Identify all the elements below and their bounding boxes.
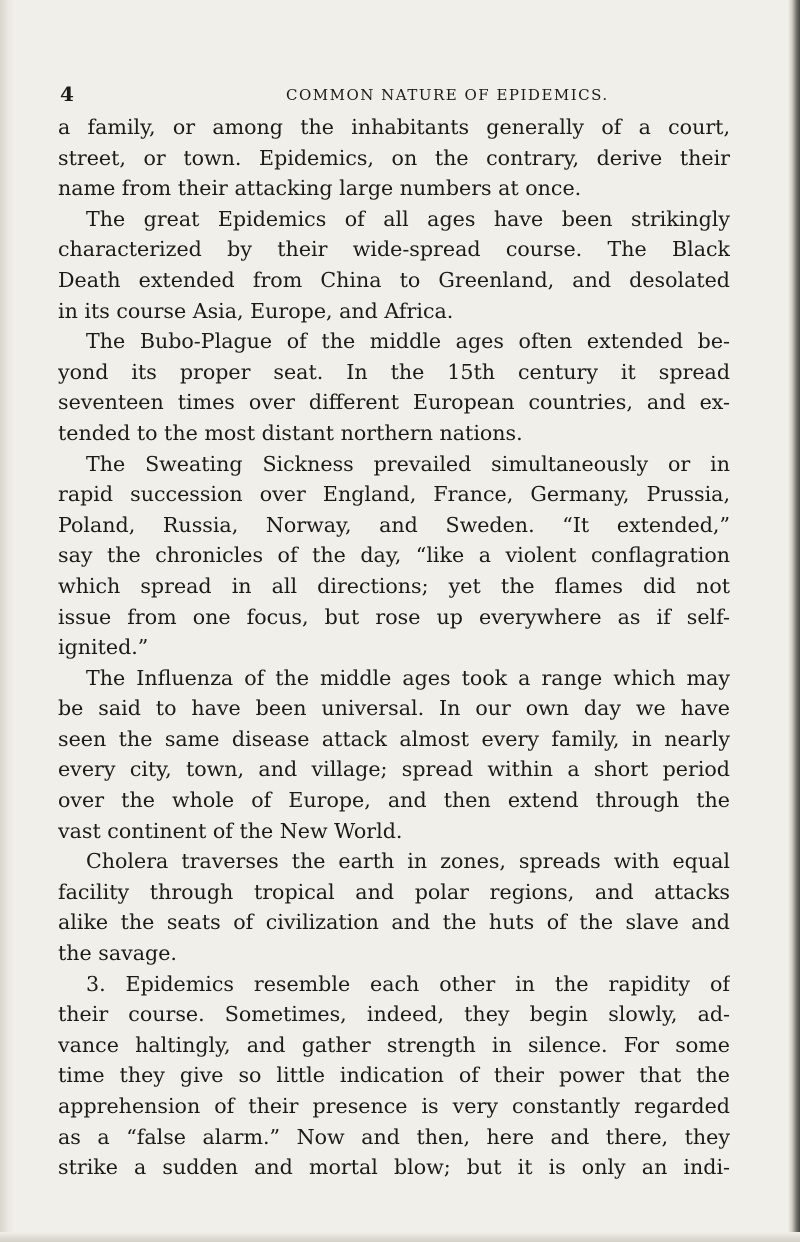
text-line: a family, or among the inhabitants generally of a court, <box>58 115 730 139</box>
page-title: COMMON NATURE OF EPIDEMICS. <box>286 86 609 104</box>
text-line: say the chronicles of the day, “like a violent conflagration <box>58 543 730 568</box>
text-line: Cholera traverses the earth in zones, spreads with equal <box>86 849 730 874</box>
text-line: rapid succession over England, France, Germany, Prussia, <box>58 482 730 507</box>
text-line: strike a sudden and mortal blow; but it is only an indi- <box>58 1155 730 1180</box>
text-line: as a “false alarm.” Now and then, here and there, they <box>58 1124 730 1149</box>
text-line: vast continent of the New World. <box>58 818 403 843</box>
text-line: The Influenza of the middle ages took a range which may <box>86 665 730 690</box>
text-line: The Sweating Sickness prevailed simultaneously or in <box>86 451 730 476</box>
text-line: issue from one focus, but rose up everywhere as if self- <box>58 604 730 629</box>
text-line: over the whole of Europe, and then extend through the <box>58 788 730 813</box>
text-line: every city, town, and village; spread within a short period <box>58 757 730 782</box>
running-head <box>60 82 720 108</box>
text-line: street, or town. Epidemics, on the contrary, derive their <box>58 145 730 170</box>
text-line: seen the same disease attack almost every family, in nearly <box>58 726 730 751</box>
text-line: characterized by their wide-spread course. The Black <box>58 237 730 262</box>
text-line: Death extended from China to Greenland, and desolated <box>58 267 730 292</box>
text-line: Poland, Russia, Norway, and Sweden. “It extended,” <box>58 512 730 537</box>
body-text <box>58 112 730 1183</box>
text-line: time they give so little indication of their power that the <box>58 1063 730 1088</box>
text-line: which spread in all directions; yet the flames did not <box>58 573 730 598</box>
text-line: The Bubo-Plague of the middle ages often extended be- <box>86 329 730 354</box>
text-line: their course. Sometimes, indeed, they begin slowly, ad- <box>58 1002 730 1027</box>
page-edge-right <box>788 0 800 1242</box>
page-bottom-shadow <box>0 1232 800 1242</box>
text-line: apprehension of their presence is very constantly regarded <box>58 1094 730 1118</box>
text-line: yond its proper seat. In the 15th century it spread <box>58 359 730 384</box>
text-line: The great Epidemics of all ages have been strikingly <box>86 206 730 231</box>
text-line: the savage. <box>58 941 177 966</box>
text-line: in its course Asia, Europe, and Africa. <box>58 298 454 323</box>
text-line: be said to have been universal. In our own day we have <box>58 696 730 721</box>
page-edge-left <box>0 0 14 1242</box>
text-line: tended to the most distant northern nations. <box>58 420 523 445</box>
text-line: vance haltingly, and gather strength in silence. For some <box>58 1032 730 1057</box>
text-line: facility through tropical and polar regions, and attacks <box>58 879 730 904</box>
text-line: alike the seats of civilization and the huts of the slave and <box>58 910 730 935</box>
text-line: seventeen times over different European countries, and ex- <box>58 390 730 415</box>
text-line: 3. Epidemics resemble each other in the rapidity of <box>86 971 730 996</box>
text-line: name from their attacking large numbers at once. <box>58 176 582 201</box>
page-number: 4 <box>60 82 74 106</box>
text-line: ignited.” <box>58 635 149 660</box>
